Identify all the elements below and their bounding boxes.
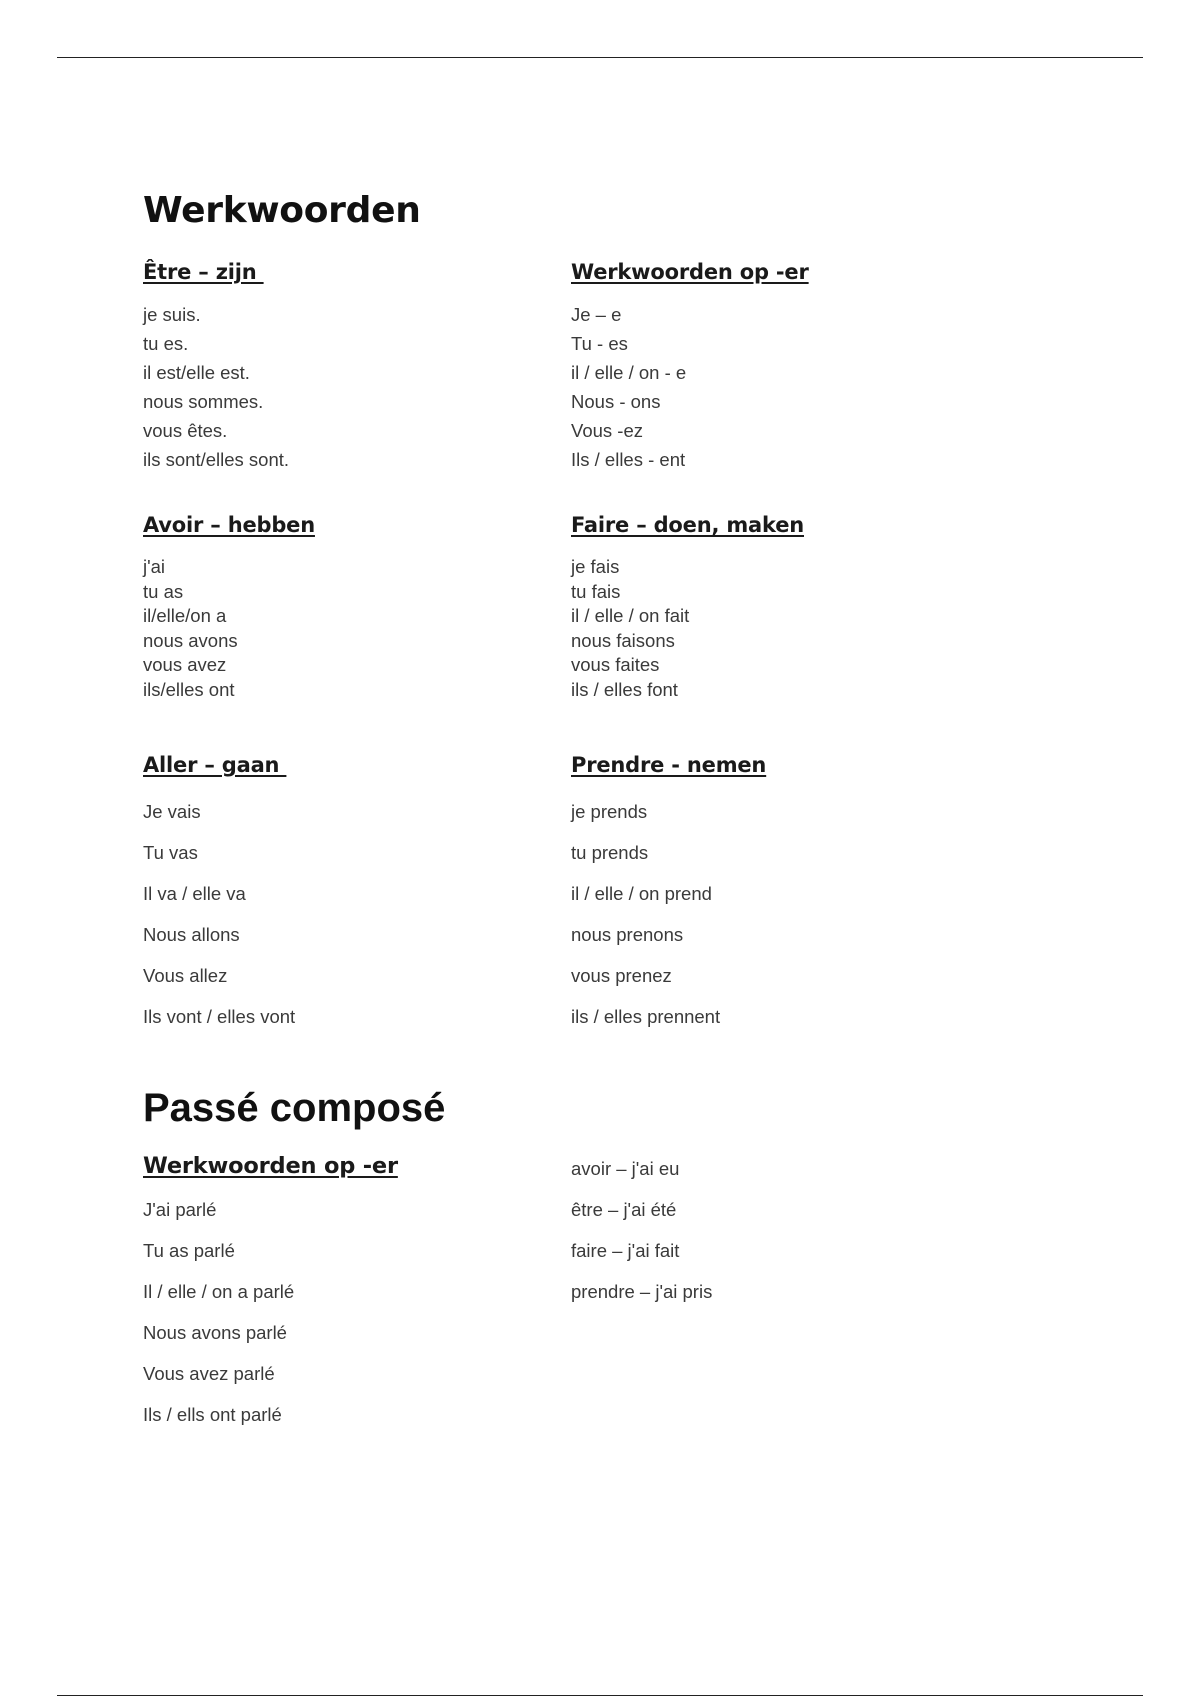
conjugation-list	[571, 555, 804, 702]
section-heading: Prendre - nemen	[571, 753, 767, 777]
conjugation-line: j'ai	[143, 556, 166, 577]
section-aller	[143, 753, 295, 1037]
conjugation-list	[571, 791, 766, 1037]
conjugation-line: je prends	[571, 801, 648, 822]
conjugation-line: il / elle / on fait	[571, 605, 690, 626]
conjugation-line: je suis.	[143, 304, 201, 325]
participle-line: faire – j'ai fait	[571, 1240, 680, 1261]
conjugation-line: Il va / elle va	[143, 883, 246, 904]
conjugation-line: vous avez	[143, 654, 227, 675]
conjugation-line: il / elle / on prend	[571, 883, 712, 904]
conjugation-line: nous faisons	[571, 629, 675, 651]
section-passe-irregular	[571, 1148, 712, 1312]
conjugation-line: nous avons	[143, 629, 238, 651]
section-heading: Aller – gaan	[143, 753, 287, 777]
section-heading: Avoir – hebben	[143, 513, 315, 537]
conjugation-line: tu es.	[143, 333, 189, 354]
conjugation-line: J'ai parlé	[143, 1199, 217, 1220]
conjugation-line: ils / elles font	[571, 678, 678, 700]
conjugation-line: Je vais	[143, 801, 201, 822]
footer-rule	[57, 1695, 1143, 1696]
conjugation-list	[143, 791, 295, 1037]
section-passe-er-verbs	[143, 1153, 398, 1435]
passe-compose-title: Passé composé	[143, 1086, 446, 1130]
conjugation-line: ils sont/elles sont.	[143, 449, 290, 470]
conjugation-line: vous faites	[571, 654, 660, 675]
conjugation-line: nous sommes.	[143, 391, 264, 412]
conjugation-list	[143, 555, 315, 702]
conjugation-line: Vous avez parlé	[143, 1363, 275, 1384]
conjugation-line: il est/elle est.	[143, 362, 250, 383]
conjugation-line: ils/elles ont	[143, 678, 235, 700]
conjugation-line: Nous avons parlé	[143, 1322, 287, 1343]
participle-line: avoir – j'ai eu	[571, 1158, 680, 1179]
conjugation-line: il / elle / on - e	[571, 362, 687, 383]
conjugation-line: vous êtes.	[143, 420, 228, 441]
conjugation-list	[571, 300, 809, 474]
conjugation-line: Tu - es	[571, 333, 628, 354]
conjugation-line: Tu vas	[143, 842, 198, 863]
conjugation-line: il/elle/on a	[143, 605, 227, 626]
conjugation-line: Je – e	[571, 304, 622, 325]
conjugation-line: Ils vont / elles vont	[143, 1006, 296, 1027]
conjugation-line: Nous allons	[143, 924, 240, 945]
conjugation-line: tu as	[143, 580, 184, 602]
section-prendre	[571, 753, 766, 1037]
section-heading: Être – zijn	[143, 260, 264, 284]
conjugation-line: tu fais	[571, 580, 621, 602]
conjugation-line: Vous -ez	[571, 420, 643, 441]
conjugation-line: Ils / elles - ent	[571, 449, 686, 470]
conjugation-line: Nous - ons	[571, 391, 661, 412]
conjugation-line: ils / elles prennent	[571, 1006, 721, 1027]
conjugation-line: vous prenez	[571, 965, 672, 986]
conjugation-line: je fais	[571, 556, 620, 577]
section-heading: Werkwoorden op -er	[143, 1153, 398, 1179]
section-heading: Faire – doen, maken	[571, 513, 804, 537]
participle-line: être – j'ai été	[571, 1199, 677, 1220]
section-etre	[143, 260, 289, 474]
conjugation-line: tu prends	[571, 842, 649, 863]
conjugation-line: Ils / ells ont parlé	[143, 1404, 282, 1425]
page-title: Werkwoorden	[143, 190, 421, 231]
section-faire	[571, 513, 804, 702]
participle-line: prendre – j'ai pris	[571, 1281, 713, 1302]
participle-list	[571, 1148, 712, 1312]
conjugation-list	[143, 1189, 398, 1435]
conjugation-line: Vous allez	[143, 965, 228, 986]
conjugation-line: nous prenons	[571, 924, 684, 945]
section-heading: Werkwoorden op -er	[571, 260, 809, 284]
conjugation-line: Tu as parlé	[143, 1240, 235, 1261]
conjugation-list	[143, 300, 289, 474]
header-rule	[57, 57, 1143, 58]
section-er-verbs	[571, 260, 809, 474]
section-avoir	[143, 513, 315, 702]
conjugation-line: Il / elle / on a parlé	[143, 1281, 295, 1302]
